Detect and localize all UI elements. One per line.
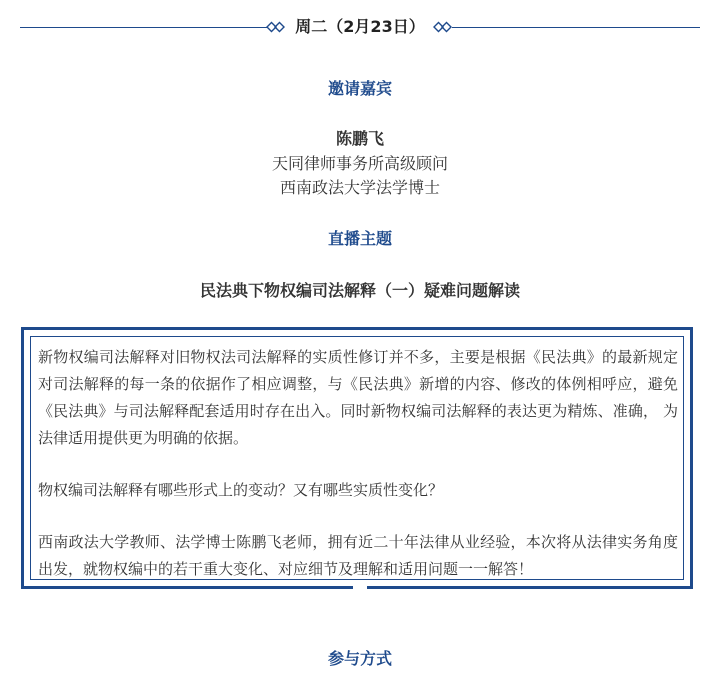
topic-section-title: 直播主题 [327, 229, 392, 248]
participation-section-title: 参与方式 [327, 649, 392, 668]
divider-line-left [20, 27, 268, 28]
date-header [0, 8, 720, 48]
intro-paragraph: 新物权编司法解释对旧物权法司法解释的实质性修订并不多，主要是根据《民法典》的最新规定对司法解释的每一条的依据作了相应调整，与《民法典》新增的内容、修改的体例相呼应，避免《民法典》与司法解释配套适用时存在出入。同时新物权编司法解释的表达更为精炼、准确， 为法律适用提供更为明确的依据。 [38, 348, 678, 447]
date-label: 周二（2月23日） [295, 17, 425, 36]
double-diamond-ornament-left-icon [266, 18, 286, 36]
live-topic: 民法典下物权编司法解释（一）疑难问题解读 [199, 281, 520, 300]
divider-line-right [452, 27, 700, 28]
guest-title-line: 天同律师事务所高级顾问 [271, 154, 448, 173]
box-border-notch [353, 582, 367, 590]
guest-degree-line: 西南政法大学法学博士 [279, 178, 440, 197]
intro-text [38, 344, 678, 583]
intro-paragraph: 西南政法大学教师、法学博士陈鹏飞老师，拥有近二十年法律从业经验，本次将从法律实务角度出发，就物权编中的若干重大变化、对应细节及理解和适用问题一一解答！ [38, 533, 678, 578]
intro-paragraph: 物权编司法解释有哪些形式上的变动？又有哪些实质性变化？ [38, 481, 444, 499]
guest-section-title: 邀请嘉宾 [327, 79, 392, 98]
double-diamond-ornament-right-icon [433, 18, 453, 36]
intro-box [21, 327, 693, 589]
guest-name: 陈鹏飞 [335, 129, 384, 148]
